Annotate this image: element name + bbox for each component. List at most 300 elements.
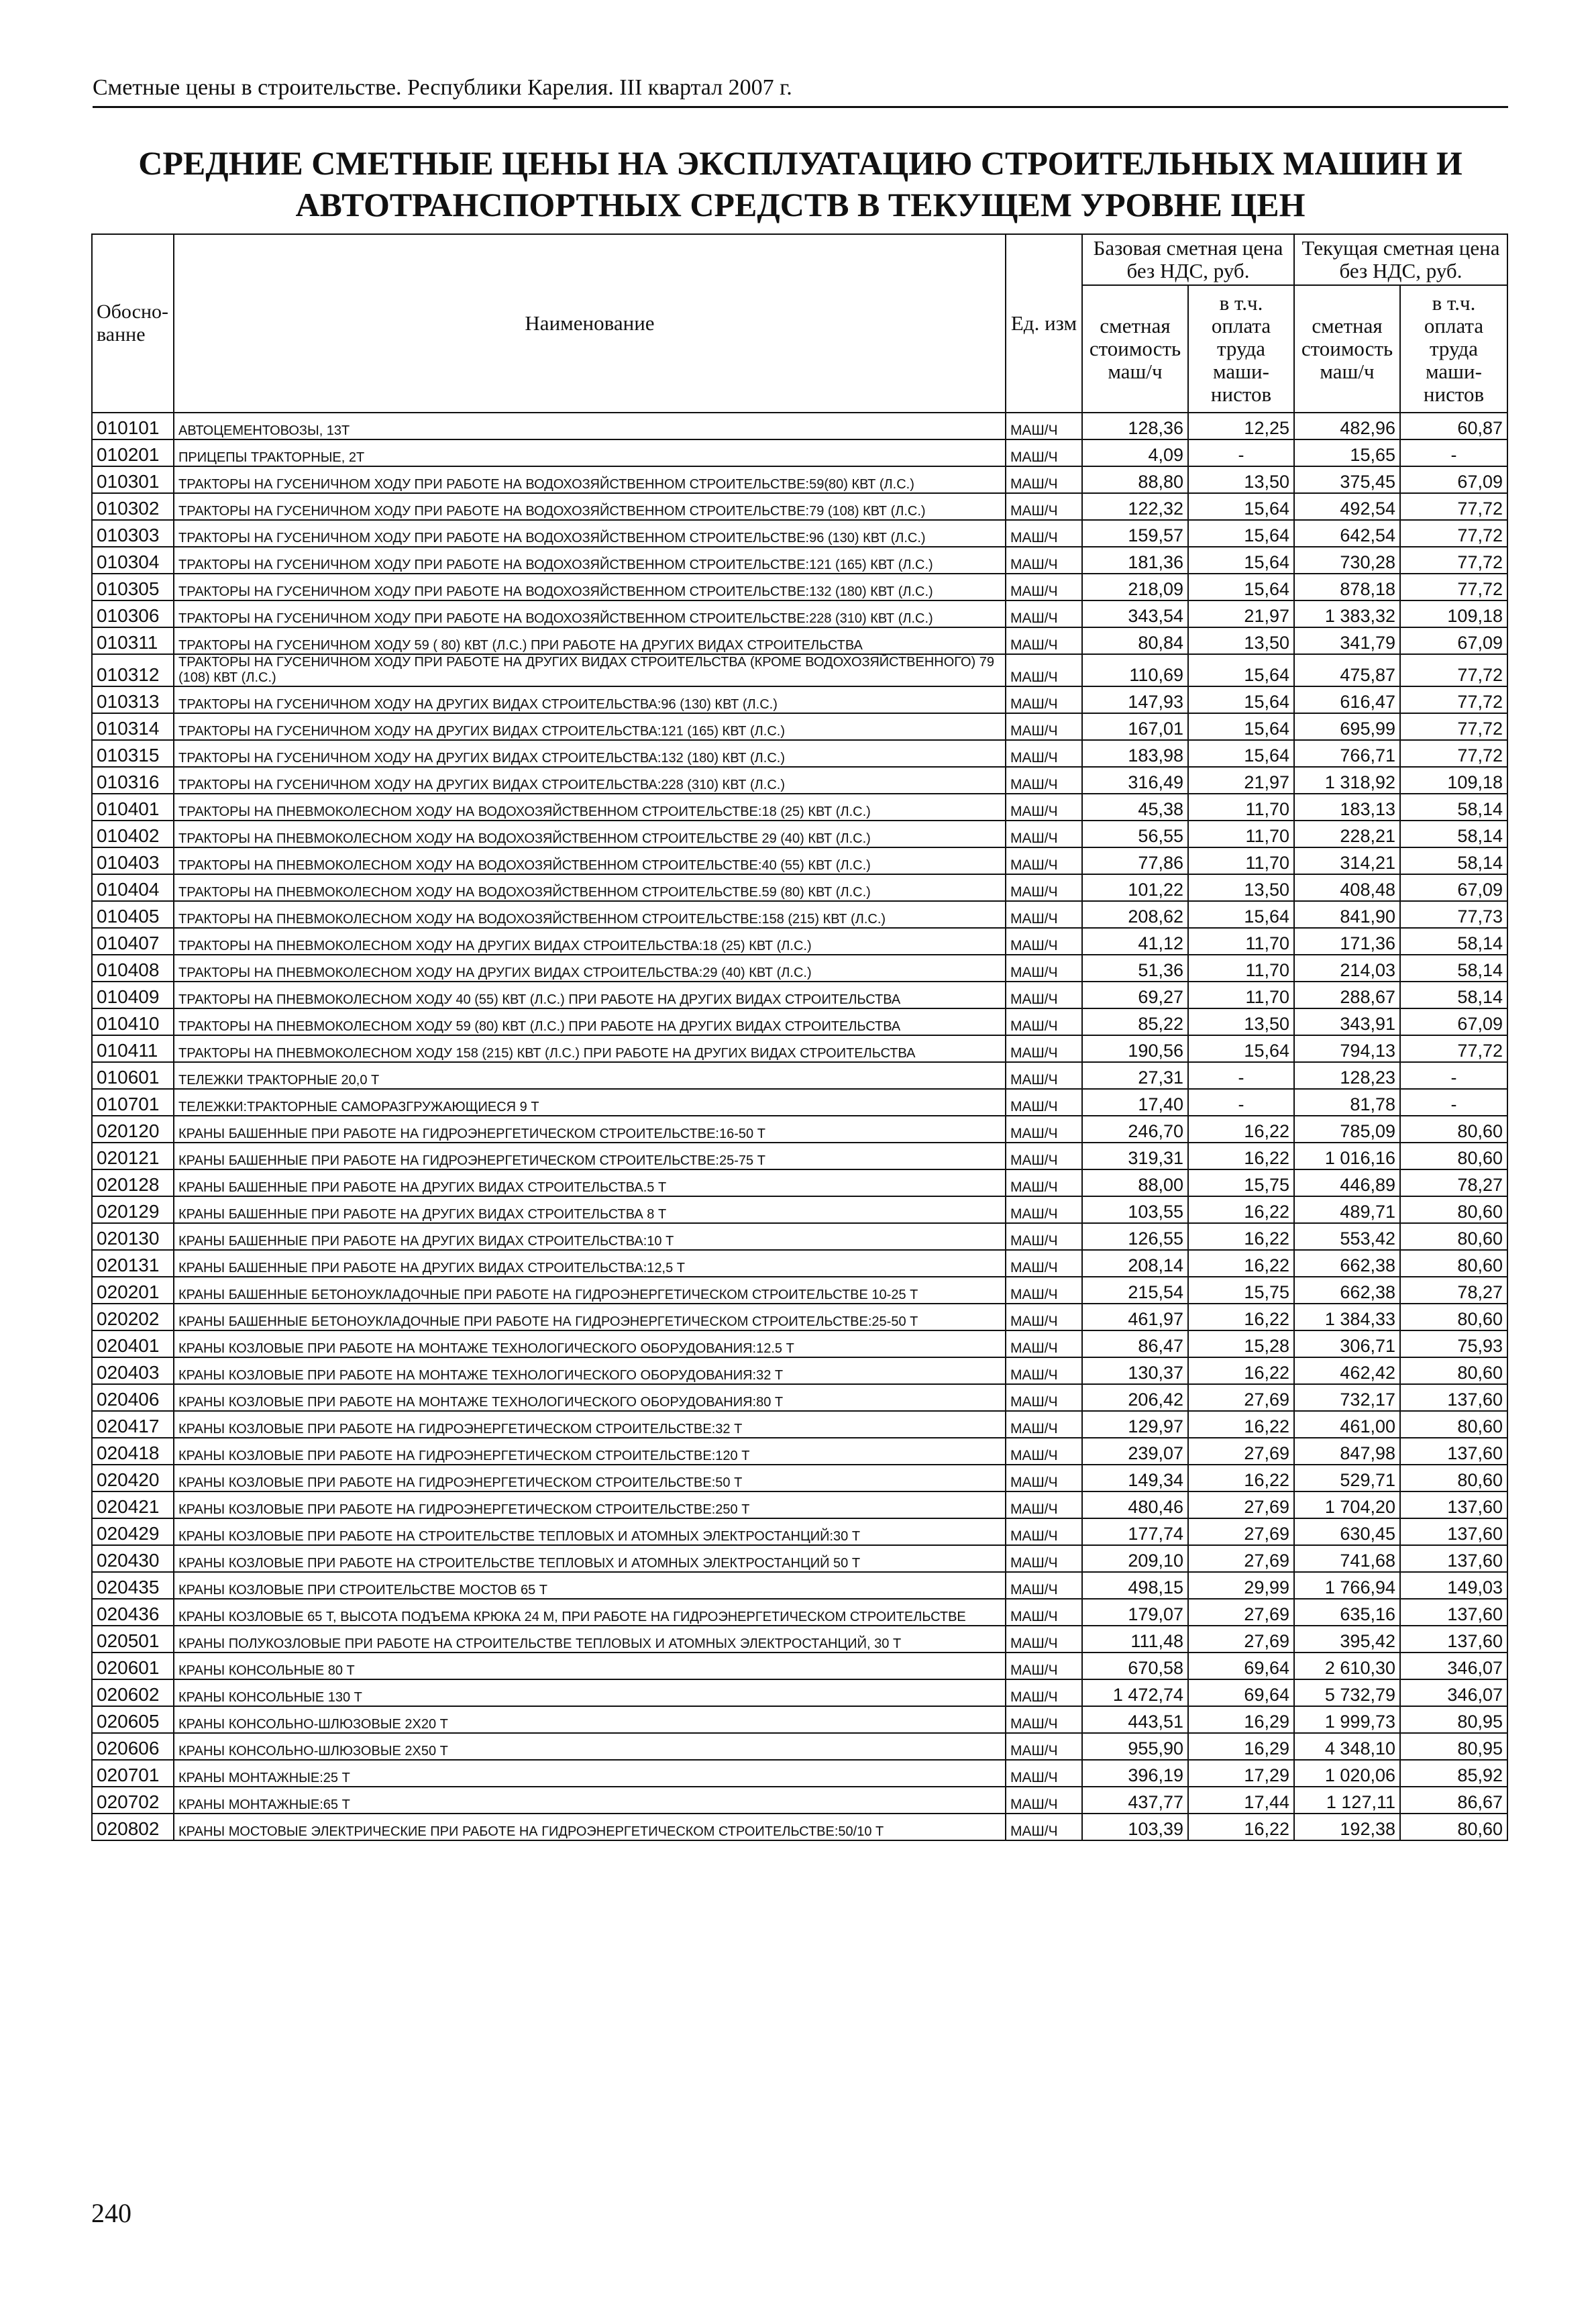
row-current-cost: 314,21 bbox=[1294, 847, 1400, 874]
row-code: 010601 bbox=[92, 1062, 174, 1089]
row-name: КРАНЫ ПОЛУКОЗЛОВЫЕ ПРИ РАБОТЕ НА СТРОИТЕЛЬСТВЕ ТЕПЛОВЫХ И АТОМНЫХ ЭЛЕКТРОСТАНЦИЙ, 30 Т bbox=[174, 1626, 1006, 1653]
row-current-cost: 1 127,11 bbox=[1294, 1787, 1400, 1814]
row-current-cost: 1 766,94 bbox=[1294, 1572, 1400, 1599]
row-name: КРАНЫ КОЗЛОВЫЕ ПРИ РАБОТЕ НА ГИДРОЭНЕРГЕТИЧЕСКОМ СТРОИТЕЛЬСТВЕ:250 Т bbox=[174, 1491, 1006, 1518]
row-base-labor: 15,64 bbox=[1188, 547, 1294, 574]
row-current-cost: 841,90 bbox=[1294, 901, 1400, 928]
row-unit: МАШ/Ч bbox=[1006, 1626, 1082, 1653]
table-row bbox=[92, 767, 1507, 794]
table-row bbox=[92, 1491, 1507, 1518]
row-current-labor: 58,14 bbox=[1400, 928, 1507, 955]
row-name: КРАНЫ БАШЕННЫЕ ПРИ РАБОТЕ НА ДРУГИХ ВИДАХ СТРОИТЕЛЬСТВА 8 Т bbox=[174, 1196, 1006, 1223]
row-unit: МАШ/Ч bbox=[1006, 1250, 1082, 1277]
row-current-cost: 214,03 bbox=[1294, 955, 1400, 982]
row-base-labor: 13,50 bbox=[1188, 874, 1294, 901]
row-base-cost: 56,55 bbox=[1082, 821, 1188, 847]
row-current-cost: 847,98 bbox=[1294, 1438, 1400, 1465]
row-base-labor: 27,69 bbox=[1188, 1626, 1294, 1653]
row-name: ТРАКТОРЫ НА ГУСЕНИЧНОМ ХОДУ НА ДРУГИХ ВИДАХ СТРОИТЕЛЬСТВА:121 (165) КВТ (Л.С.) bbox=[174, 713, 1006, 740]
row-code: 010201 bbox=[92, 439, 174, 466]
row-name: КРАНЫ КОНСОЛЬНЫЕ 80 Т bbox=[174, 1653, 1006, 1679]
row-base-labor: 15,64 bbox=[1188, 574, 1294, 600]
row-current-labor: 85,92 bbox=[1400, 1760, 1507, 1787]
row-code: 010403 bbox=[92, 847, 174, 874]
row-name: ТРАКТОРЫ НА ГУСЕНИЧНОМ ХОДУ ПРИ РАБОТЕ НА ВОДОХОЗЯЙСТВЕННОМ СТРОИТЕЛЬСТВЕ:132 (180) КВТ (Л.С.) bbox=[174, 574, 1006, 600]
row-base-labor: 15,64 bbox=[1188, 1035, 1294, 1062]
row-code: 020201 bbox=[92, 1277, 174, 1304]
table-row bbox=[92, 928, 1507, 955]
row-base-labor: 11,70 bbox=[1188, 982, 1294, 1008]
row-current-labor: 58,14 bbox=[1400, 794, 1507, 821]
row-current-labor: 67,09 bbox=[1400, 874, 1507, 901]
row-unit: МАШ/Ч bbox=[1006, 1706, 1082, 1733]
row-code: 020128 bbox=[92, 1169, 174, 1196]
row-unit: МАШ/Ч bbox=[1006, 767, 1082, 794]
row-current-labor: 80,60 bbox=[1400, 1116, 1507, 1143]
row-code: 020401 bbox=[92, 1330, 174, 1357]
table-row bbox=[92, 1814, 1507, 1840]
row-base-labor: 16,22 bbox=[1188, 1411, 1294, 1438]
row-base-labor: - bbox=[1188, 1089, 1294, 1116]
table-row bbox=[92, 1143, 1507, 1169]
row-name: ТРАКТОРЫ НА ГУСЕНИЧНОМ ХОДУ ПРИ РАБОТЕ НА ВОДОХОЗЯЙСТВЕННОМ СТРОИТЕЛЬСТВЕ:59(80) КВТ (Л.С.) bbox=[174, 466, 1006, 493]
row-current-labor: 80,60 bbox=[1400, 1250, 1507, 1277]
row-current-labor: 80,60 bbox=[1400, 1196, 1507, 1223]
header-unit: Ед. изм bbox=[1006, 234, 1082, 413]
row-base-labor: 11,70 bbox=[1188, 955, 1294, 982]
row-base-labor: 16,22 bbox=[1188, 1143, 1294, 1169]
row-base-labor: 15,75 bbox=[1188, 1277, 1294, 1304]
row-name: АВТОЦЕМЕНТОВОЗЫ, 13Т bbox=[174, 413, 1006, 439]
table-row bbox=[92, 1653, 1507, 1679]
row-code: 010315 bbox=[92, 740, 174, 767]
row-current-labor: 58,14 bbox=[1400, 821, 1507, 847]
row-unit: МАШ/Ч bbox=[1006, 1223, 1082, 1250]
row-current-labor: 77,73 bbox=[1400, 901, 1507, 928]
row-name: ТРАКТОРЫ НА ГУСЕНИЧНОМ ХОДУ ПРИ РАБОТЕ НА ВОДОХОЗЯЙСТВЕННОМ СТРОИТЕЛЬСТВЕ:228 (310) КВТ (Л.С.) bbox=[174, 600, 1006, 627]
row-base-cost: 69,27 bbox=[1082, 982, 1188, 1008]
row-name: ТРАКТОРЫ НА ГУСЕНИЧНОМ ХОДУ ПРИ РАБОТЕ НА ВОДОХОЗЯЙСТВЕННОМ СТРОИТЕЛЬСТВЕ:79 (108) КВТ (Л.С.) bbox=[174, 493, 1006, 520]
row-base-cost: 101,22 bbox=[1082, 874, 1188, 901]
table-row bbox=[92, 847, 1507, 874]
header-current-labor: в т.ч. оплата труда маши-нистов bbox=[1400, 285, 1507, 413]
row-unit: МАШ/Ч bbox=[1006, 874, 1082, 901]
row-base-labor: 15,64 bbox=[1188, 713, 1294, 740]
row-name: КРАНЫ МОНТАЖНЫЕ:65 Т bbox=[174, 1787, 1006, 1814]
row-unit: МАШ/Ч bbox=[1006, 1599, 1082, 1626]
row-base-cost: 239,07 bbox=[1082, 1438, 1188, 1465]
row-unit: МАШ/Ч bbox=[1006, 654, 1082, 686]
row-code: 010314 bbox=[92, 713, 174, 740]
table-row bbox=[92, 1169, 1507, 1196]
table-row bbox=[92, 794, 1507, 821]
row-current-cost: 446,89 bbox=[1294, 1169, 1400, 1196]
row-unit: МАШ/Ч bbox=[1006, 1545, 1082, 1572]
row-base-labor: 13,50 bbox=[1188, 1008, 1294, 1035]
row-base-cost: 86,47 bbox=[1082, 1330, 1188, 1357]
row-current-labor: 149,03 bbox=[1400, 1572, 1507, 1599]
row-current-labor: 78,27 bbox=[1400, 1169, 1507, 1196]
row-base-labor: 15,64 bbox=[1188, 493, 1294, 520]
row-unit: МАШ/Ч bbox=[1006, 439, 1082, 466]
row-code: 020601 bbox=[92, 1653, 174, 1679]
row-base-labor: 21,97 bbox=[1188, 767, 1294, 794]
row-current-cost: 1 383,32 bbox=[1294, 600, 1400, 627]
row-unit: МАШ/Ч bbox=[1006, 413, 1082, 439]
row-unit: МАШ/Ч bbox=[1006, 1679, 1082, 1706]
header-name: Наименование bbox=[174, 234, 1006, 413]
row-current-labor: 346,07 bbox=[1400, 1679, 1507, 1706]
row-name: ТРАКТОРЫ НА ГУСЕНИЧНОМ ХОДУ НА ДРУГИХ ВИДАХ СТРОИТЕЛЬСТВА:132 (180) КВТ (Л.С.) bbox=[174, 740, 1006, 767]
row-current-labor: 77,72 bbox=[1400, 547, 1507, 574]
row-name: ТРАКТОРЫ НА ГУСЕНИЧНОМ ХОДУ НА ДРУГИХ ВИДАХ СТРОИТЕЛЬСТВА:228 (310) КВТ (Л.С.) bbox=[174, 767, 1006, 794]
row-current-labor: 77,72 bbox=[1400, 654, 1507, 686]
row-code: 020403 bbox=[92, 1357, 174, 1384]
row-base-labor: 27,69 bbox=[1188, 1599, 1294, 1626]
row-current-cost: 785,09 bbox=[1294, 1116, 1400, 1143]
row-base-labor: 16,22 bbox=[1188, 1196, 1294, 1223]
row-base-cost: 27,31 bbox=[1082, 1062, 1188, 1089]
row-base-cost: 85,22 bbox=[1082, 1008, 1188, 1035]
row-name: КРАНЫ КОЗЛОВЫЕ ПРИ РАБОТЕ НА ГИДРОЭНЕРГЕТИЧЕСКОМ СТРОИТЕЛЬСТВЕ:50 Т bbox=[174, 1465, 1006, 1491]
row-current-cost: 408,48 bbox=[1294, 874, 1400, 901]
price-table bbox=[91, 233, 1508, 1841]
row-base-labor: 13,50 bbox=[1188, 627, 1294, 654]
row-current-labor: 67,09 bbox=[1400, 466, 1507, 493]
row-current-cost: 732,17 bbox=[1294, 1384, 1400, 1411]
row-base-labor: 16,22 bbox=[1188, 1465, 1294, 1491]
row-base-labor: 11,70 bbox=[1188, 794, 1294, 821]
row-current-cost: 730,28 bbox=[1294, 547, 1400, 574]
row-current-labor: 77,72 bbox=[1400, 740, 1507, 767]
row-name: ТРАКТОРЫ НА ГУСЕНИЧНОМ ХОДУ НА ДРУГИХ ВИДАХ СТРОИТЕЛЬСТВА:96 (130) КВТ (Л.С.) bbox=[174, 686, 1006, 713]
row-base-cost: 955,90 bbox=[1082, 1733, 1188, 1760]
header-code: Обосно-ванне bbox=[92, 234, 174, 413]
row-current-cost: 462,42 bbox=[1294, 1357, 1400, 1384]
row-unit: МАШ/Ч bbox=[1006, 493, 1082, 520]
row-name: КРАНЫ БАШЕННЫЕ ПРИ РАБОТЕ НА ГИДРОЭНЕРГЕТИЧЕСКОМ СТРОИТЕЛЬСТВЕ:25-75 Т bbox=[174, 1143, 1006, 1169]
running-head: Сметные цены в строительстве. Республики Карелия. III квартал 2007 г. bbox=[93, 75, 792, 100]
row-unit: МАШ/Ч bbox=[1006, 1008, 1082, 1035]
row-base-cost: 179,07 bbox=[1082, 1599, 1188, 1626]
table-row bbox=[92, 1438, 1507, 1465]
row-code: 010316 bbox=[92, 767, 174, 794]
row-base-labor: 16,29 bbox=[1188, 1706, 1294, 1733]
table-row bbox=[92, 1196, 1507, 1223]
row-current-labor: 80,95 bbox=[1400, 1733, 1507, 1760]
row-unit: МАШ/Ч bbox=[1006, 1518, 1082, 1545]
row-name: КРАНЫ БАШЕННЫЕ ПРИ РАБОТЕ НА ДРУГИХ ВИДАХ СТРОИТЕЛЬСТВА.5 Т bbox=[174, 1169, 1006, 1196]
row-current-labor: 80,95 bbox=[1400, 1706, 1507, 1733]
row-current-cost: 171,36 bbox=[1294, 928, 1400, 955]
row-code: 020418 bbox=[92, 1438, 174, 1465]
row-base-labor: 27,69 bbox=[1188, 1384, 1294, 1411]
row-current-cost: 1 020,06 bbox=[1294, 1760, 1400, 1787]
row-name: ТРАКТОРЫ НА ПНЕВМОКОЛЕСНОМ ХОДУ 158 (215) КВТ (Л.С.) ПРИ РАБОТЕ НА ДРУГИХ ВИДАХ СТРОИТЕЛЬСТВА bbox=[174, 1035, 1006, 1062]
row-unit: МАШ/Ч bbox=[1006, 600, 1082, 627]
row-base-cost: 149,34 bbox=[1082, 1465, 1188, 1491]
table-row bbox=[92, 1599, 1507, 1626]
table-row bbox=[92, 1035, 1507, 1062]
table-row bbox=[92, 874, 1507, 901]
table-row bbox=[92, 1116, 1507, 1143]
row-current-labor: - bbox=[1400, 439, 1507, 466]
row-name: КРАНЫ КОЗЛОВЫЕ ПРИ РАБОТЕ НА МОНТАЖЕ ТЕХНОЛОГИЧЕСКОГО ОБОРУДОВАНИЯ:32 Т bbox=[174, 1357, 1006, 1384]
table-row bbox=[92, 1304, 1507, 1330]
row-base-cost: 147,93 bbox=[1082, 686, 1188, 713]
table-row bbox=[92, 1679, 1507, 1706]
row-code: 020430 bbox=[92, 1545, 174, 1572]
row-code: 020130 bbox=[92, 1223, 174, 1250]
row-current-cost: 741,68 bbox=[1294, 1545, 1400, 1572]
row-current-labor: 137,60 bbox=[1400, 1518, 1507, 1545]
row-code: 020420 bbox=[92, 1465, 174, 1491]
row-current-labor: 67,09 bbox=[1400, 627, 1507, 654]
title-line-1: СРЕДНИЕ СМЕТНЫЕ ЦЕНЫ НА ЭКСПЛУАТАЦИЮ СТРОИТЕЛЬНЫХ МАШИН И bbox=[138, 144, 1462, 182]
row-current-cost: 288,67 bbox=[1294, 982, 1400, 1008]
row-current-cost: 5 732,79 bbox=[1294, 1679, 1400, 1706]
row-base-cost: 443,51 bbox=[1082, 1706, 1188, 1733]
row-base-cost: 51,36 bbox=[1082, 955, 1188, 982]
table-row bbox=[92, 600, 1507, 627]
row-code: 010405 bbox=[92, 901, 174, 928]
row-base-cost: 437,77 bbox=[1082, 1787, 1188, 1814]
row-name: КРАНЫ КОНСОЛЬНО-ШЛЮЗОВЫЕ 2Х20 Т bbox=[174, 1706, 1006, 1733]
row-unit: МАШ/Ч bbox=[1006, 928, 1082, 955]
row-current-cost: 341,79 bbox=[1294, 627, 1400, 654]
row-name: ТЕЛЕЖКИ:ТРАКТОРНЫЕ САМОРАЗГРУЖАЮЩИЕСЯ 9 Т bbox=[174, 1089, 1006, 1116]
row-current-cost: 766,71 bbox=[1294, 740, 1400, 767]
row-base-cost: 480,46 bbox=[1082, 1491, 1188, 1518]
table-row bbox=[92, 1411, 1507, 1438]
row-code: 020121 bbox=[92, 1143, 174, 1169]
table-row bbox=[92, 1062, 1507, 1089]
table-row bbox=[92, 1545, 1507, 1572]
row-code: 010408 bbox=[92, 955, 174, 982]
row-code: 010313 bbox=[92, 686, 174, 713]
row-base-labor: 16,22 bbox=[1188, 1304, 1294, 1330]
row-base-labor: 12,25 bbox=[1188, 413, 1294, 439]
title-line-2: АВТОТРАНСПОРТНЫХ СРЕДСТВ В ТЕКУЩЕМ УРОВНЕ ЦЕН bbox=[295, 186, 1306, 223]
row-base-cost: 103,39 bbox=[1082, 1814, 1188, 1840]
row-current-labor: 77,72 bbox=[1400, 574, 1507, 600]
row-current-labor: 77,72 bbox=[1400, 1035, 1507, 1062]
row-name: ТРАКТОРЫ НА ПНЕВМОКОЛЕСНОМ ХОДУ НА ВОДОХОЗЯЙСТВЕННОМ СТРОИТЕЛЬСТВЕ:18 (25) КВТ (Л.С.) bbox=[174, 794, 1006, 821]
table-row bbox=[92, 574, 1507, 600]
row-base-labor: 69,64 bbox=[1188, 1653, 1294, 1679]
table-header bbox=[92, 234, 1507, 413]
row-name: ТРАКТОРЫ НА ГУСЕНИЧНОМ ХОДУ ПРИ РАБОТЕ НА ДРУГИХ ВИДАХ СТРОИТЕЛЬСТВА (КРОМЕ ВОДОХОЗЯЙСТВЕННОГО) 79 (108) КВТ (Л.С.) bbox=[174, 654, 1006, 686]
row-current-labor: 80,60 bbox=[1400, 1814, 1507, 1840]
row-unit: МАШ/Ч bbox=[1006, 1653, 1082, 1679]
row-base-cost: 183,98 bbox=[1082, 740, 1188, 767]
row-unit: МАШ/Ч bbox=[1006, 1143, 1082, 1169]
row-base-labor: 16,22 bbox=[1188, 1814, 1294, 1840]
row-name: КРАНЫ КОЗЛОВЫЕ ПРИ РАБОТЕ НА СТРОИТЕЛЬСТВЕ ТЕПЛОВЫХ И АТОМНЫХ ЭЛЕКТРОСТАНЦИЙ 50 Т bbox=[174, 1545, 1006, 1572]
row-name: КРАНЫ БАШЕННЫЕ БЕТОНОУКЛАДОЧНЫЕ ПРИ РАБОТЕ НА ГИДРОЭНЕРГЕТИЧЕСКОМ СТРОИТЕЛЬСТВЕ 10-25 Т bbox=[174, 1277, 1006, 1304]
row-base-labor: 17,29 bbox=[1188, 1760, 1294, 1787]
row-current-cost: 306,71 bbox=[1294, 1330, 1400, 1357]
row-code: 020602 bbox=[92, 1679, 174, 1706]
row-current-cost: 662,38 bbox=[1294, 1250, 1400, 1277]
row-base-cost: 45,38 bbox=[1082, 794, 1188, 821]
row-name: ТРАКТОРЫ НА ГУСЕНИЧНОМ ХОДУ ПРИ РАБОТЕ НА ВОДОХОЗЯЙСТВЕННОМ СТРОИТЕЛЬСТВЕ:96 (130) КВТ (Л.С.) bbox=[174, 520, 1006, 547]
row-unit: МАШ/Ч bbox=[1006, 982, 1082, 1008]
row-code: 010409 bbox=[92, 982, 174, 1008]
row-current-cost: 1 016,16 bbox=[1294, 1143, 1400, 1169]
row-base-cost: 80,84 bbox=[1082, 627, 1188, 654]
row-current-cost: 616,47 bbox=[1294, 686, 1400, 713]
row-current-labor: 137,60 bbox=[1400, 1626, 1507, 1653]
table-row bbox=[92, 901, 1507, 928]
row-current-labor: - bbox=[1400, 1062, 1507, 1089]
row-current-cost: 475,87 bbox=[1294, 654, 1400, 686]
table-row bbox=[92, 493, 1507, 520]
row-current-cost: 1 384,33 bbox=[1294, 1304, 1400, 1330]
row-code: 020605 bbox=[92, 1706, 174, 1733]
row-name: КРАНЫ БАШЕННЫЕ БЕТОНОУКЛАДОЧНЫЕ ПРИ РАБОТЕ НА ГИДРОЭНЕРГЕТИЧЕСКОМ СТРОИТЕЛЬСТВЕ:25-50 Т bbox=[174, 1304, 1006, 1330]
row-current-labor: - bbox=[1400, 1089, 1507, 1116]
row-code: 020406 bbox=[92, 1384, 174, 1411]
row-current-labor: 137,60 bbox=[1400, 1491, 1507, 1518]
row-code: 010411 bbox=[92, 1035, 174, 1062]
row-unit: МАШ/Ч bbox=[1006, 740, 1082, 767]
table-row bbox=[92, 1706, 1507, 1733]
row-base-cost: 126,55 bbox=[1082, 1223, 1188, 1250]
row-name: ТРАКТОРЫ НА ПНЕВМОКОЛЕСНОМ ХОДУ НА ВОДОХОЗЯЙСТВЕННОМ СТРОИТЕЛЬСТВЕ:40 (55) КВТ (Л.С.) bbox=[174, 847, 1006, 874]
row-base-cost: 461,97 bbox=[1082, 1304, 1188, 1330]
row-unit: МАШ/Ч bbox=[1006, 1572, 1082, 1599]
row-name: ТРАКТОРЫ НА ПНЕВМОКОЛЕСНОМ ХОДУ 59 (80) КВТ (Л.С.) ПРИ РАБОТЕ НА ДРУГИХ ВИДАХ СТРОИТЕЛЬСТВА bbox=[174, 1008, 1006, 1035]
row-code: 020429 bbox=[92, 1518, 174, 1545]
row-base-labor: 17,44 bbox=[1188, 1787, 1294, 1814]
row-current-labor: 80,60 bbox=[1400, 1357, 1507, 1384]
table-row bbox=[92, 1465, 1507, 1491]
row-unit: МАШ/Ч bbox=[1006, 574, 1082, 600]
row-unit: МАШ/Ч bbox=[1006, 955, 1082, 982]
row-unit: МАШ/Ч bbox=[1006, 1357, 1082, 1384]
row-base-labor: 15,64 bbox=[1188, 520, 1294, 547]
row-current-cost: 878,18 bbox=[1294, 574, 1400, 600]
table-row bbox=[92, 982, 1507, 1008]
row-name: ТРАКТОРЫ НА ГУСЕНИЧНОМ ХОДУ 59 ( 80) КВТ (Л.С.) ПРИ РАБОТЕ НА ДРУГИХ ВИДАХ СТРОИТЕЛЬСТВА bbox=[174, 627, 1006, 654]
row-code: 010101 bbox=[92, 413, 174, 439]
row-code: 010305 bbox=[92, 574, 174, 600]
row-name: ТРАКТОРЫ НА ПНЕВМОКОЛЕСНОМ ХОДУ НА ВОДОХОЗЯЙСТВЕННОМ СТРОИТЕЛЬСТВЕ 29 (40) КВТ (Л.С.) bbox=[174, 821, 1006, 847]
row-current-cost: 192,38 bbox=[1294, 1814, 1400, 1840]
row-current-cost: 395,42 bbox=[1294, 1626, 1400, 1653]
row-name: КРАНЫ БАШЕННЫЕ ПРИ РАБОТЕ НА ДРУГИХ ВИДАХ СТРОИТЕЛЬСТВА:10 Т bbox=[174, 1223, 1006, 1250]
row-unit: МАШ/Ч bbox=[1006, 1330, 1082, 1357]
row-base-labor: 15,64 bbox=[1188, 901, 1294, 928]
row-code: 010306 bbox=[92, 600, 174, 627]
table-row bbox=[92, 1277, 1507, 1304]
row-base-labor: 16,22 bbox=[1188, 1116, 1294, 1143]
row-unit: МАШ/Ч bbox=[1006, 1465, 1082, 1491]
row-current-labor: 58,14 bbox=[1400, 847, 1507, 874]
row-base-labor: 16,22 bbox=[1188, 1357, 1294, 1384]
row-unit: МАШ/Ч bbox=[1006, 466, 1082, 493]
row-base-cost: 215,54 bbox=[1082, 1277, 1188, 1304]
row-code: 010303 bbox=[92, 520, 174, 547]
row-current-labor: 60,87 bbox=[1400, 413, 1507, 439]
row-base-labor: 27,69 bbox=[1188, 1491, 1294, 1518]
row-current-labor: 109,18 bbox=[1400, 600, 1507, 627]
row-current-cost: 1 318,92 bbox=[1294, 767, 1400, 794]
row-name: ТРАКТОРЫ НА ПНЕВМОКОЛЕСНОМ ХОДУ НА ВОДОХОЗЯЙСТВЕННОМ СТРОИТЕЛЬСТВЕ.59 (80) КВТ (Л.С.) bbox=[174, 874, 1006, 901]
row-unit: МАШ/Ч bbox=[1006, 1411, 1082, 1438]
row-code: 020802 bbox=[92, 1814, 174, 1840]
row-current-cost: 482,96 bbox=[1294, 413, 1400, 439]
table-row bbox=[92, 1357, 1507, 1384]
row-base-cost: 206,42 bbox=[1082, 1384, 1188, 1411]
row-name: ТРАКТОРЫ НА ПНЕВМОКОЛЕСНОМ ХОДУ НА ДРУГИХ ВИДАХ СТРОИТЕЛЬСТВА:18 (25) КВТ (Л.С.) bbox=[174, 928, 1006, 955]
row-unit: МАШ/Ч bbox=[1006, 1277, 1082, 1304]
row-name: КРАНЫ БАШЕННЫЕ ПРИ РАБОТЕ НА ДРУГИХ ВИДАХ СТРОИТЕЛЬСТВА:12,5 Т bbox=[174, 1250, 1006, 1277]
row-name: КРАНЫ КОЗЛОВЫЕ ПРИ РАБОТЕ НА МОНТАЖЕ ТЕХНОЛОГИЧЕСКОГО ОБОРУДОВАНИЯ:80 Т bbox=[174, 1384, 1006, 1411]
row-unit: МАШ/Ч bbox=[1006, 686, 1082, 713]
row-current-cost: 553,42 bbox=[1294, 1223, 1400, 1250]
row-base-cost: 88,80 bbox=[1082, 466, 1188, 493]
row-base-cost: 17,40 bbox=[1082, 1089, 1188, 1116]
row-base-cost: 111,48 bbox=[1082, 1626, 1188, 1653]
row-code: 020202 bbox=[92, 1304, 174, 1330]
row-base-cost: 1 472,74 bbox=[1082, 1679, 1188, 1706]
row-unit: МАШ/Ч bbox=[1006, 1196, 1082, 1223]
row-name: КРАНЫ БАШЕННЫЕ ПРИ РАБОТЕ НА ГИДРОЭНЕРГЕТИЧЕСКОМ СТРОИТЕЛЬСТВЕ:16-50 Т bbox=[174, 1116, 1006, 1143]
row-current-cost: 695,99 bbox=[1294, 713, 1400, 740]
row-name: ТЕЛЕЖКИ ТРАКТОРНЫЕ 20,0 Т bbox=[174, 1062, 1006, 1089]
row-base-labor: 27,69 bbox=[1188, 1518, 1294, 1545]
row-unit: МАШ/Ч bbox=[1006, 847, 1082, 874]
table-row bbox=[92, 466, 1507, 493]
row-unit: МАШ/Ч bbox=[1006, 1787, 1082, 1814]
row-code: 010401 bbox=[92, 794, 174, 821]
row-base-labor: 15,64 bbox=[1188, 740, 1294, 767]
table-row bbox=[92, 413, 1507, 439]
row-unit: МАШ/Ч bbox=[1006, 1760, 1082, 1787]
page-title bbox=[93, 142, 1508, 225]
row-current-cost: 1 999,73 bbox=[1294, 1706, 1400, 1733]
row-unit: МАШ/Ч bbox=[1006, 1491, 1082, 1518]
table-row bbox=[92, 1760, 1507, 1787]
row-current-labor: 80,60 bbox=[1400, 1304, 1507, 1330]
row-base-cost: 319,31 bbox=[1082, 1143, 1188, 1169]
row-base-labor: 16,29 bbox=[1188, 1733, 1294, 1760]
row-base-labor: 15,75 bbox=[1188, 1169, 1294, 1196]
row-code: 020421 bbox=[92, 1491, 174, 1518]
row-current-cost: 642,54 bbox=[1294, 520, 1400, 547]
table-row bbox=[92, 740, 1507, 767]
row-base-cost: 128,36 bbox=[1082, 413, 1188, 439]
table-row bbox=[92, 1223, 1507, 1250]
row-base-labor: 11,70 bbox=[1188, 821, 1294, 847]
row-current-cost: 461,00 bbox=[1294, 1411, 1400, 1438]
row-base-cost: 396,19 bbox=[1082, 1760, 1188, 1787]
table-row bbox=[92, 1089, 1507, 1116]
row-unit: МАШ/Ч bbox=[1006, 520, 1082, 547]
page-number: 240 bbox=[91, 2198, 131, 2228]
row-current-labor: 80,60 bbox=[1400, 1143, 1507, 1169]
row-base-cost: 41,12 bbox=[1082, 928, 1188, 955]
row-base-cost: 4,09 bbox=[1082, 439, 1188, 466]
row-unit: МАШ/Ч bbox=[1006, 1089, 1082, 1116]
row-code: 020702 bbox=[92, 1787, 174, 1814]
row-current-cost: 794,13 bbox=[1294, 1035, 1400, 1062]
row-base-cost: 343,54 bbox=[1082, 600, 1188, 627]
row-current-labor: 77,72 bbox=[1400, 520, 1507, 547]
table-row bbox=[92, 1330, 1507, 1357]
